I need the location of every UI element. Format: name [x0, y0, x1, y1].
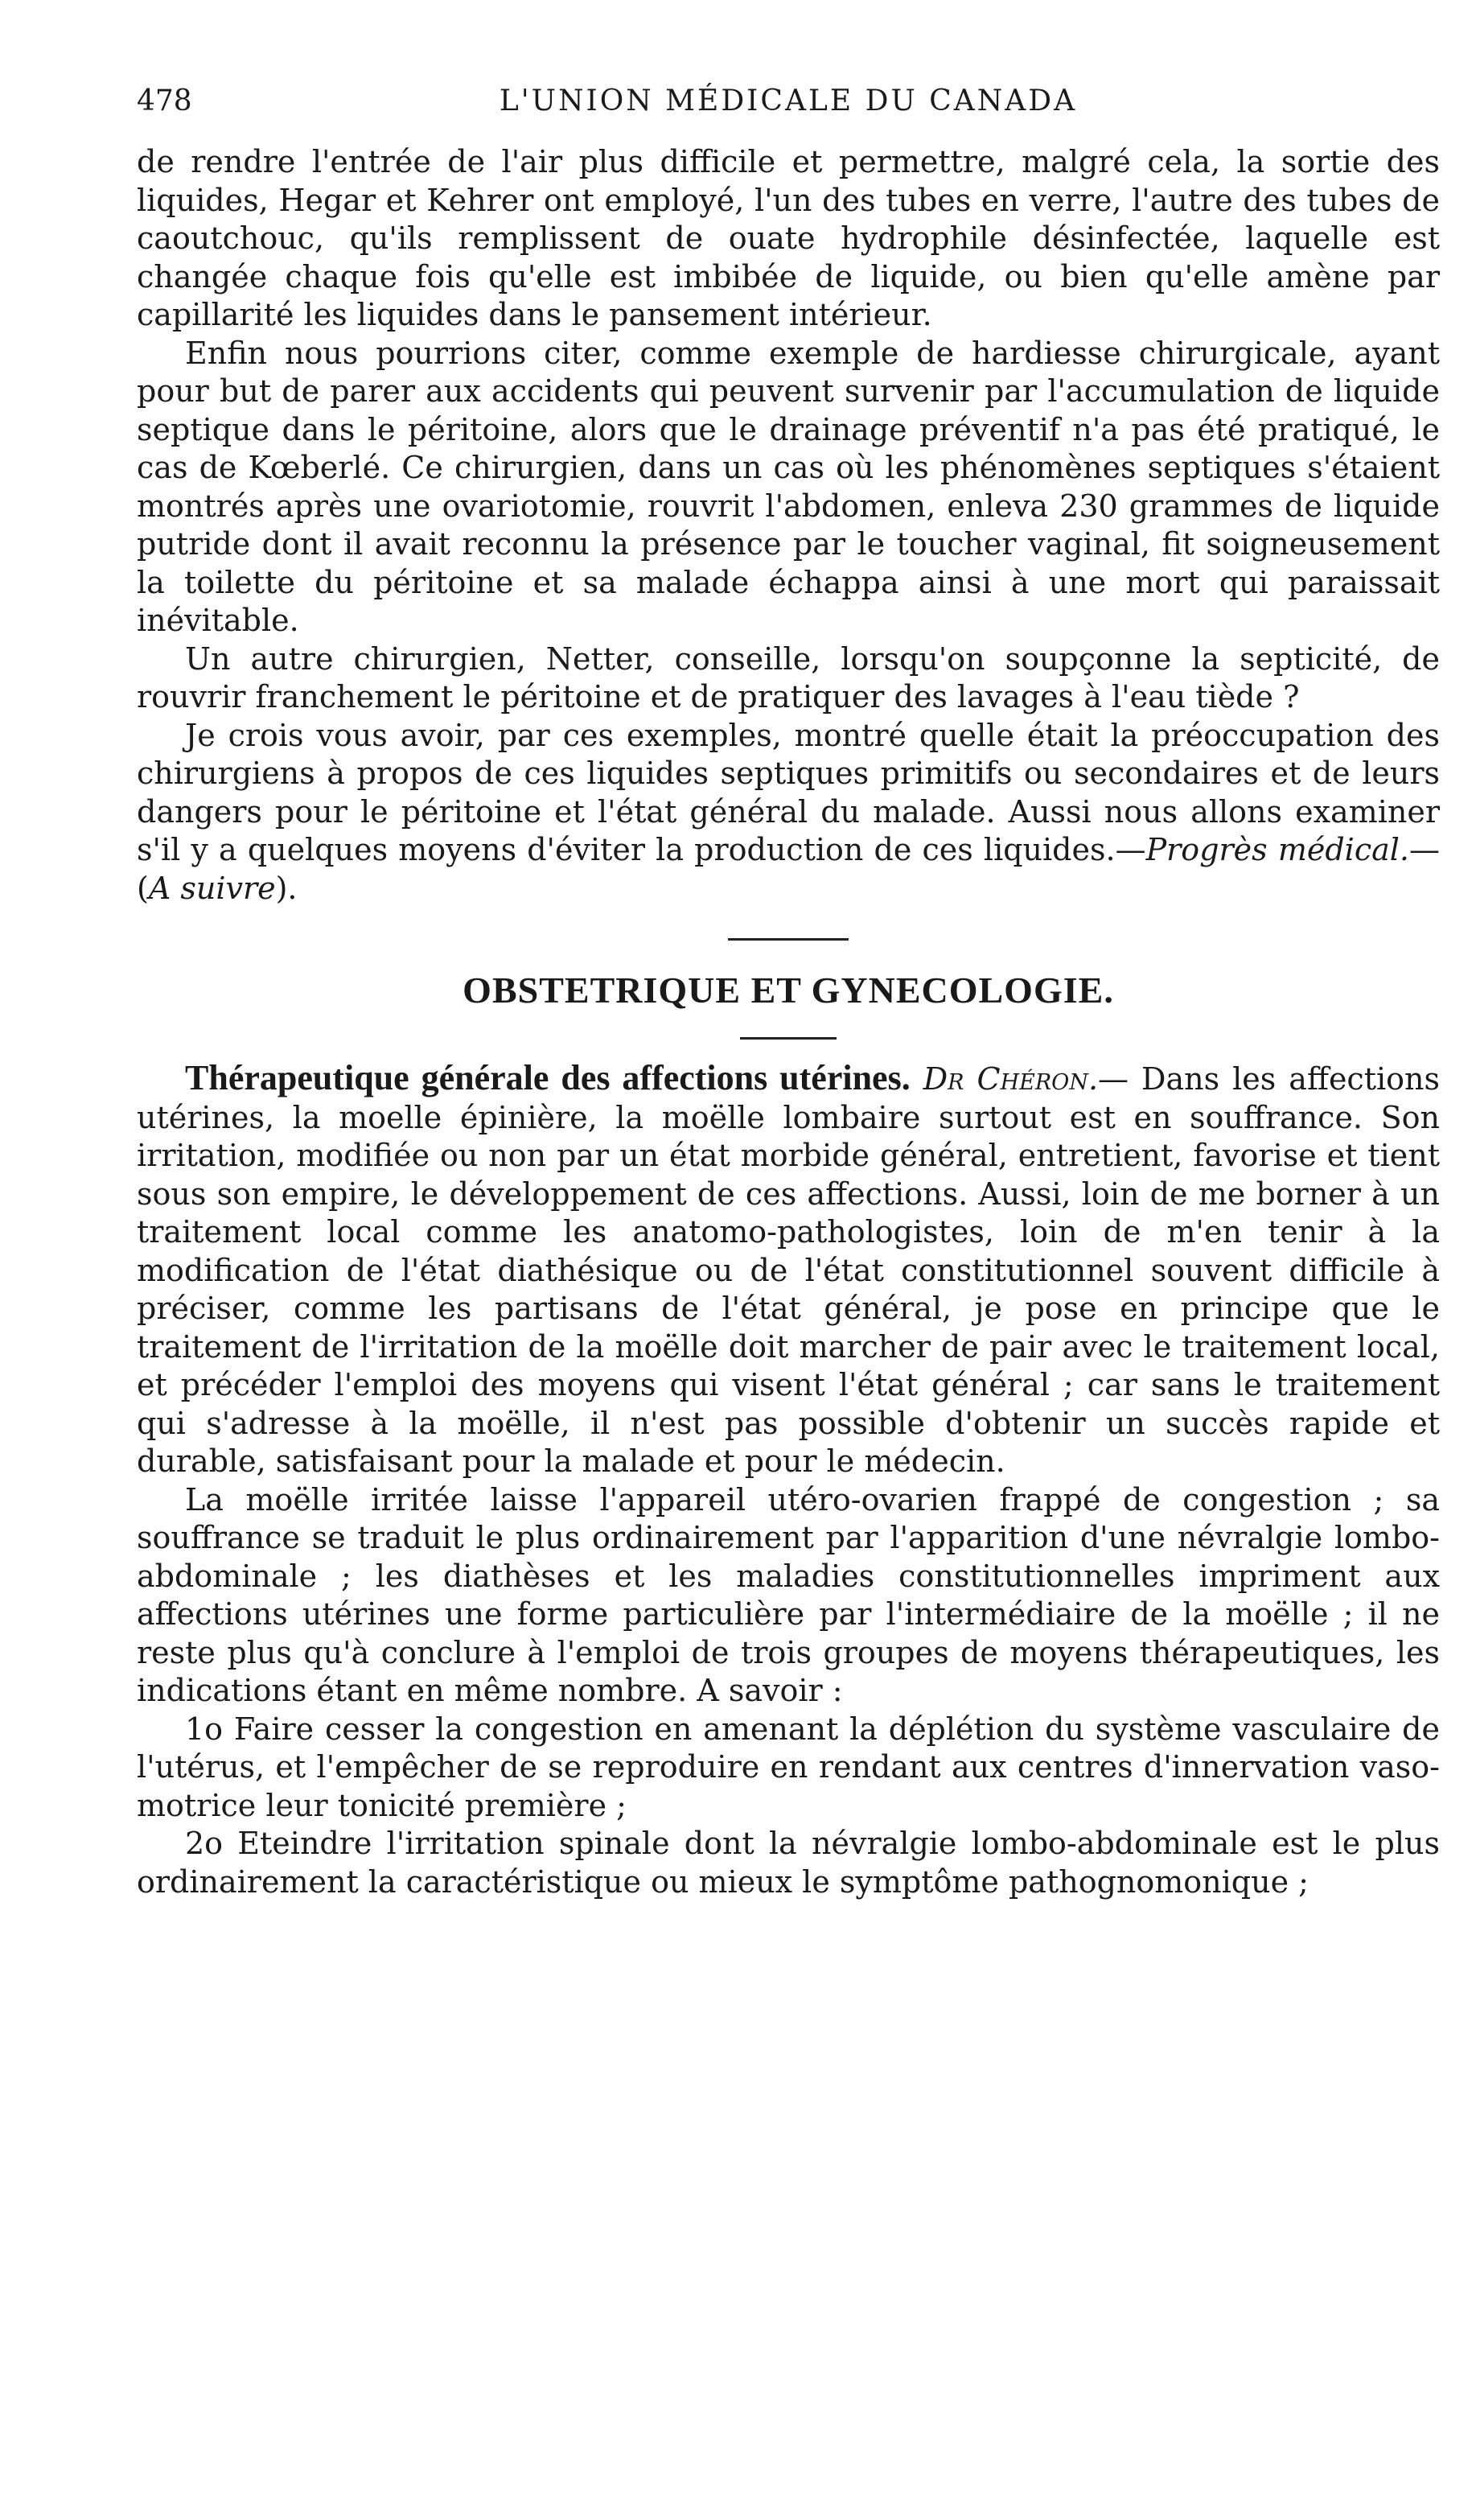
page: [137, 77, 1440, 1901]
section-heading: OBSTETRIQUE ET GYNECOLOGIE.: [463, 970, 1114, 1011]
page-number: 478: [137, 84, 192, 117]
heading-underline: [740, 1037, 837, 1040]
article-title: Thérapeutique générale des affections utérines.: [185, 1058, 911, 1097]
running-head: [137, 77, 1440, 126]
paragraph-koeberle: Enfin nous pourrions citer, comme exemple de hardiesse chirurgicale, ayant pour but de parer aux accidents qui peuvent survenir par l'accumulation de liquide septique dans le péritoine, alors que le drainage préventif n'a pas été pratiqué, le cas de Kœberlé. Ce chirurgien, dans un cas où les phénomènes septiques s'étaient montrés après une ovariotomie, rouvrit l'abdomen, enleva 230 grammes de liquide putride dont il avait reconnu la présence par le toucher vaginal, fit soigneusement la toilette du péritoine et sa malade échappa ainsi à une mort qui paraissait inévitable.: [137, 335, 1440, 638]
paragraph-netter: Un autre chirurgien, Netter, conseille, lorsqu'on soupçonne la septicité, de rouvrir franchement le péritoine et de pratiquer des lavages à l'eau tiède ?: [137, 640, 1440, 714]
journal-title: L'UNION MÉDICALE DU CANADA: [499, 84, 1078, 117]
section-divider: [728, 938, 849, 941]
continued-note: A suivre: [148, 870, 276, 906]
article-first-paragraph: [137, 1059, 1440, 1481]
paragraph-point-2: 2o Eteindre l'irritation spinale dont la névralgie lombo-abdominale est le plus ordinairement la caractéristique ou mieux le symptôme pathognomonique ;: [137, 1826, 1440, 1900]
paragraph-moelle: La moëlle irritée laisse l'appareil utéro-ovarien frappé de congestion ; sa souffrance se traduit le plus ordinairement par l'apparition d'une névralgie lombo-abdominale ; les diathèses et les maladies constitutionnelles impriment aux affections utérines une forme particulière par l'intermédiaire de la moëlle ; il ne reste plus qu'à conclure à l'emploi de trois groupes de moyens thérapeutiques, les indications étant en même nombre. A savoir :: [137, 1481, 1440, 1708]
article-author: Dr Chéron.—: [923, 1061, 1129, 1097]
body-text: [137, 143, 1440, 1901]
citation-dash: —(: [137, 832, 1440, 906]
article-text: Dans les affections utérines, la moelle épinière, la moëlle lombaire surtout est en souffrance. Son irritation, modifiée ou non par un état morbide général, entretient, favorise et tient sous son empire, le développement de ces affections. Aussi, loin de me borner à un traitement local comme les anatomo-pathologistes, loin de m'en tenir à la modification de l'état diathésique ou de l'état constitutionnel souvent difficile à préciser, comme les partisans de l'état général, je pose en principe que le traitement de l'irritation de la moëlle doit marcher de pair avec le traitement local, et précéder l'emploi des moyens qui visent l'état général ; car sans le traitement qui s'adresse à la moëlle, il n'est pas possible d'obtenir un succès rapide et durable, satisfaisant pour la malade et pour le médecin.: [137, 1061, 1440, 1479]
conclusion-text: Je crois vous avoir, par ces exemples, montré quelle était la préoccupation des chirurgiens à propos de ces liquides septiques primitifs ou secondaires et de leurs dangers pour le péritoine et l'état général du malade. Aussi nous allons examiner s'il y a quelques moyens d'éviter la production de ces liquides.—: [137, 717, 1440, 867]
paragraph-continued: de rendre l'entrée de l'air plus difficile et permettre, malgré cela, la sortie des liquides, Hegar et Kehrer ont employé, l'un des tubes en verre, l'autre des tubes de caoutchouc, qu'ils remplissent de ouate hydrophile désinfectée, laquelle est changée chaque fois qu'elle est imbibée de liquide, ou bien qu'elle amène par capillarité les liquides dans le pansement intérieur.: [137, 144, 1440, 332]
citation-end: ).: [275, 870, 298, 906]
source-citation: Progrès médical.: [1145, 832, 1409, 867]
paragraph-conclusion: [137, 717, 1440, 908]
paragraph-point-1: 1o Faire cesser la congestion en amenant la déplétion du système vasculaire de l'utérus, et l'empêcher de se reproduire en rendant aux centres d'innervation vaso-motrice leur tonicité première ;: [137, 1711, 1440, 1823]
